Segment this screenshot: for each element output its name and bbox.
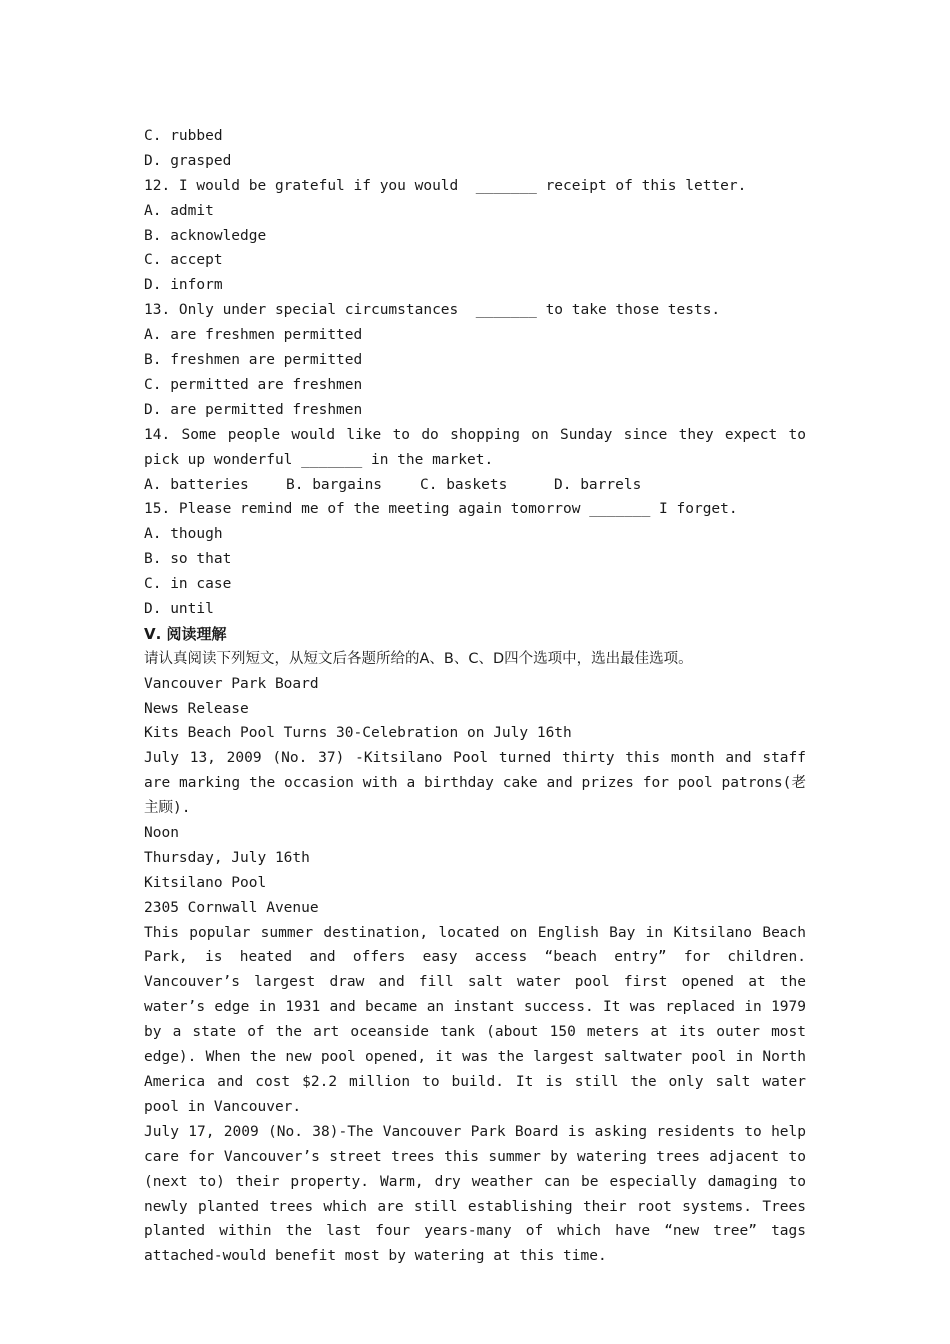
document-page bbox=[144, 124, 806, 1269]
q14-stem: 14. Some people would like to do shopping on Sunday since they expect to pick up wonderful _______ in the market. bbox=[144, 426, 806, 468]
event-venue: Kitsilano Pool bbox=[144, 874, 267, 891]
q12-option-a: A. admit bbox=[144, 202, 214, 219]
q11-option-c: C. rubbed bbox=[144, 128, 223, 144]
q15-stem: 15. Please remind me of the meeting again tomorrow _______ I forget. bbox=[144, 501, 738, 518]
q12-option-b: B. acknowledge bbox=[144, 227, 267, 244]
q15-option-d: D. until bbox=[144, 600, 214, 617]
passage-headline: Kits Beach Pool Turns 30-Celebration on July 16th bbox=[144, 725, 572, 742]
q13-option-b: B. freshmen are permitted bbox=[144, 352, 363, 369]
section-instruction: 请认真阅读下列短文，从短文后各题所给的A、B、C、D四个选项中，选出最佳选项。 bbox=[144, 650, 693, 667]
q13-option-a: A. are freshmen permitted bbox=[144, 327, 363, 344]
passage-org: Vancouver Park Board bbox=[144, 675, 319, 692]
q15-option-b: B. so that bbox=[144, 551, 232, 568]
q14-option-d: D. barrels bbox=[554, 476, 642, 493]
q15-option-a: A. though bbox=[144, 526, 223, 543]
q14-option-c: C. baskets bbox=[420, 476, 508, 493]
q12-stem: 12. I would be grateful if you would _______ receipt of this letter. bbox=[144, 177, 747, 194]
q13-stem: 13. Only under special circumstances _______ to take those tests. bbox=[144, 302, 721, 319]
q14-option-a: A. batteries bbox=[144, 476, 249, 493]
q13-option-d: D. are permitted freshmen bbox=[144, 401, 363, 418]
q15-option-c: C. in case bbox=[144, 576, 232, 593]
section-title: Ⅴ. 阅读理解 bbox=[144, 624, 227, 643]
q14-option-b: B. bargains bbox=[286, 476, 383, 493]
q14-options bbox=[144, 473, 806, 498]
q11-option-d: D. grasped bbox=[144, 152, 232, 169]
passage-type: News Release bbox=[144, 700, 249, 717]
q13-option-c: C. permitted are freshmen bbox=[144, 376, 363, 393]
event-address: 2305 Cornwall Avenue bbox=[144, 899, 319, 916]
q12-option-d: D. inform bbox=[144, 277, 223, 294]
passage-paragraph-3: July 17, 2009 (No. 38)-The Vancouver Park Board is asking residents to help care for Vancouver’s street trees this summer by watering trees adjacent to (next to) their property. Warm, dry weather can be especially damaging to newly planted trees which are still establishing their root systems. Trees planted within the last four years-many of which have “new tree” tags attached-would benefit most by watering at this time. bbox=[144, 1123, 806, 1265]
event-date: Thursday, July 16th bbox=[144, 849, 310, 866]
passage-paragraph-1: July 13, 2009 (No. 37) -Kitsilano Pool turned thirty this month and staff are marking the occasion with a birthday cake and prizes for pool patrons(老主顾). bbox=[144, 750, 806, 817]
passage-paragraph-2: This popular summer destination, located on English Bay in Kitsilano Beach Park, is heated and offers easy access “beach entry” for children. Vancouver’s largest draw and fill salt water pool first opened at the water’s edge in 1931 and became an instant success. It was replaced in 1979 by a state of the art oceanside tank (about 150 meters at its outer most edge). When the new pool opened, it was the largest saltwater pool in North America and cost $2.2 million to build. It is still the only salt water pool in Vancouver. bbox=[144, 924, 806, 1115]
q12-option-c: C. accept bbox=[144, 252, 223, 269]
event-time: Noon bbox=[144, 825, 179, 842]
